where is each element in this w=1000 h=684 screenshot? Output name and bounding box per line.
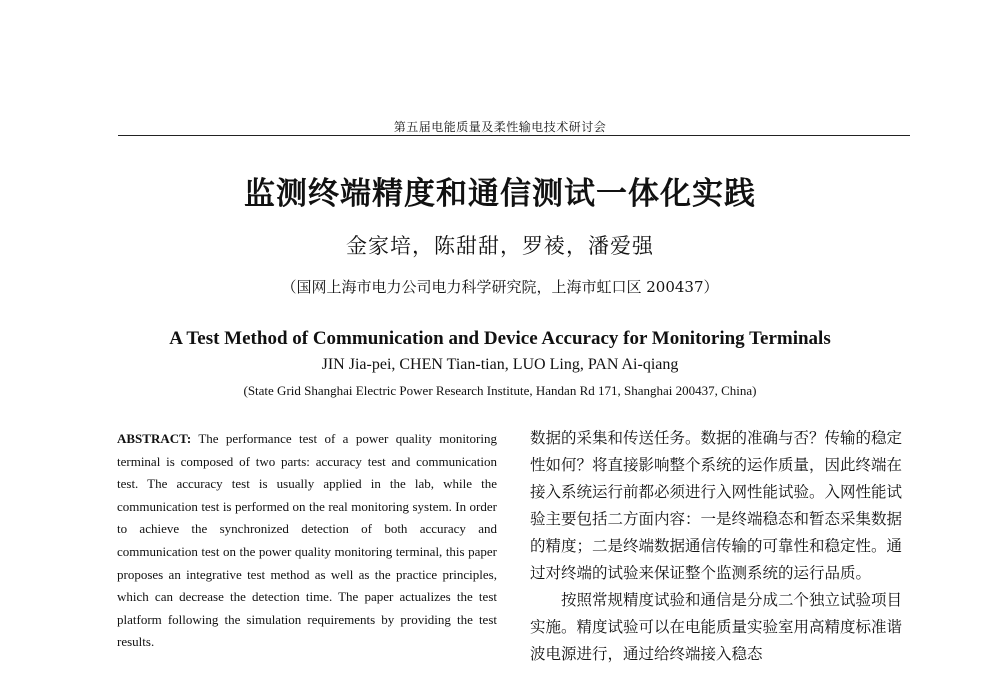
body-paragraph: 按照常规精度试验和通信是分成二个独立试验项目实施。精度试验可以在电能质量实验室用高精度标准谐波电源进行，通过给终端接入稳态 (530, 591, 903, 663)
paper-title-en: A Test Method of Communication and Device Accuracy for Monitoring Terminals (169, 328, 831, 349)
body-paragraph: 数据的采集和传送任务。数据的准确与否？传输的稳定性如何？将直接影响整个系统的运作质量，因此终端在接入系统运行前都必须进行入网性能试验。入网性能试验主要包括二方面内容：一是终端稳态和暂态采集数据的精度；二是终端数据通信传输的可靠性和稳定性。通过对终端的试验来保证整个监测系统的运行品质。 (530, 429, 903, 582)
conference-header: 第五届电能质量及柔性输电技术研讨会 (393, 120, 607, 134)
paper-title-cn: 监测终端精度和通信测试一体化实践 (244, 176, 756, 212)
header-rule (118, 135, 910, 136)
affiliation-cn: （国网上海市电力公司电力科学研究院，上海市虹口区 200437） (281, 278, 719, 296)
abstract-label: ABSTRACT: (117, 431, 192, 446)
abstract-block (117, 428, 497, 654)
body-column-right (530, 425, 902, 668)
affiliation-en: (State Grid Shanghai Electric Power Research Institute, Handan Rd 171, Shanghai 200437, China) (243, 383, 757, 398)
abstract-text: The performance test of a power quality monitoring terminal is composed of two parts: accuracy test and communication test. The accuracy test is usually applied in the lab, while the communication test is performed on the real monitoring system. In order to achieve the synchronized detection of both accuracy and communication test on the power quality monitoring terminal, this paper proposes an integrative test method as well as the practice principles, which can decrease the detection time. The paper actualizes the test platform following the simulation requirements by providing the test results. (117, 431, 497, 650)
authors-en: JIN Jia-pei, CHEN Tian-tian, LUO Ling, PAN Ai-qiang (321, 356, 679, 373)
authors-cn: 金家培，陈甜甜，罗祾，潘爱强 (346, 234, 654, 258)
